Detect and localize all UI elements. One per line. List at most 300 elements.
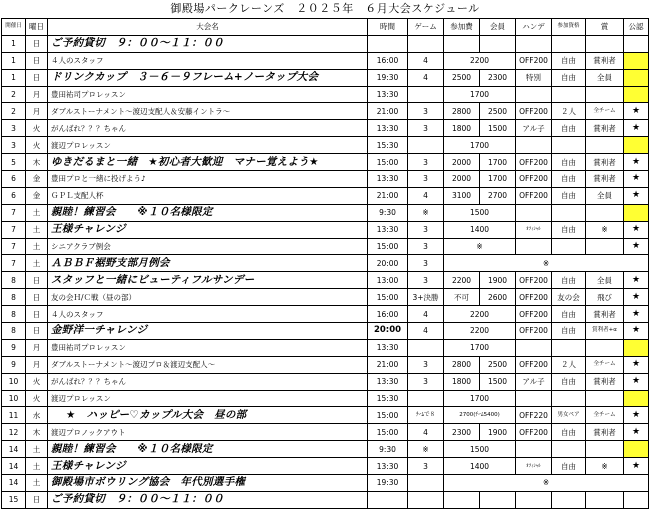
cell-games: 4 [408,187,444,204]
cell-hande [516,137,552,154]
header-dow: 曜日 [26,19,48,36]
cell-games: 3 [408,171,444,188]
cell-day: 8 [2,272,26,289]
cell-prize: ※ [586,458,624,475]
cell-qual [552,390,586,407]
table-row [2,407,649,424]
cell-day: 3 [2,120,26,137]
cell-day: 9 [2,339,26,356]
cell-day: 1 [2,69,26,86]
cell-qual [552,86,586,103]
cell-prize: 全チーム [586,103,624,120]
table-row [2,69,649,86]
cell-qual [552,35,586,52]
cell-fee: 3100 [444,187,480,204]
cell-time: 13:30 [368,339,408,356]
cell-name: 御殿場市ボウリング協会 年代別選手権 [48,475,368,492]
cell-name: 友の会Ｈ/Ｃ戦（昼の部） [48,289,368,306]
cell-qual: 自由 [552,323,586,340]
cell-hande [516,35,552,52]
cell-prize: 全員 [586,69,624,86]
cell-day: 6 [2,187,26,204]
table-row [2,204,649,221]
cell-koun [624,137,649,154]
cell-time: 21:00 [368,103,408,120]
cell-fee: 2200 [444,272,480,289]
schedule-table [1,18,649,509]
cell-qual: 自由 [552,458,586,475]
cell-name: ４人のスタッフ [48,52,368,69]
cell-name: がんばれ？？？ちゃん [48,373,368,390]
cell-dow: 日 [26,323,48,340]
cell-qual: 自由 [552,171,586,188]
table-row [2,35,649,52]
cell-dow: 火 [26,390,48,407]
table-row [2,424,649,441]
cell-fee [444,35,480,52]
cell-prize: 賞利者 [586,52,624,69]
cell-name: ダブルストーナメント～渡辺プロ＆渡辺支配人～ [48,356,368,373]
cell-games: 4 [408,69,444,86]
cell-prize: 賞利者 [586,154,624,171]
cell-hande: OFF200 [516,103,552,120]
table-row [2,306,649,323]
cell-dow: 土 [26,475,48,492]
cell-koun: ★ [624,238,649,255]
cell-time: 15:00 [368,154,408,171]
cell-koun [624,86,649,103]
cell-name: ドリンクカップ ３－６－９フレーム+ノータップ大会 [48,69,368,86]
cell-name: 豊田祐司プロレッスン [48,86,368,103]
cell-day: 1 [2,35,26,52]
cell-time: 9:30 [368,441,408,458]
header-time: 時間 [368,19,408,36]
cell-fee: 2200 [444,306,516,323]
cell-hande: アル子 [516,373,552,390]
cell-time: 9:30 [368,204,408,221]
cell-name: ご予約貸切 ９：００～１１：００ [48,491,368,508]
cell-fee: 2500 [444,69,480,86]
cell-day: 10 [2,390,26,407]
cell-name: 親睦！練習会 ※１０名様限定 [48,204,368,221]
cell-fee: ※ [444,238,516,255]
cell-prize: 賞利者 [586,120,624,137]
cell-hande: 特別 [516,69,552,86]
cell-time: 13:30 [368,373,408,390]
cell-dow: 金 [26,187,48,204]
cell-fee: 2200 [444,323,516,340]
cell-name: 渡辺プロノックアウト [48,424,368,441]
cell-fee: 2000 [444,154,480,171]
table-row [2,120,649,137]
cell-koun: ★ [624,289,649,306]
cell-day: 6 [2,171,26,188]
cell-time: 19:30 [368,69,408,86]
header-fee: 参加費 [444,19,480,36]
cell-koun: ★ [624,356,649,373]
cell-time [368,35,408,52]
cell-games: ※ [408,204,444,221]
cell-qual: 自由 [552,154,586,171]
cell-qual [552,339,586,356]
cell-hande: OFF200 [516,356,552,373]
table-row [2,221,649,238]
table-row [2,238,649,255]
cell-dow: 土 [26,255,48,272]
table-row [2,323,649,340]
cell-hande: OFF200 [516,424,552,441]
cell-time: 13:00 [368,272,408,289]
cell-qual: 自由 [552,221,586,238]
cell-qual [552,137,586,154]
cell-prize: 賞利者 [586,373,624,390]
cell-hande: OFF200 [516,171,552,188]
cell-name: がんばれ？？？ちゃん [48,120,368,137]
cell-time: 15:00 [368,289,408,306]
cell-qual: ２人 [552,103,586,120]
header-hande: ハンデ [516,19,552,36]
cell-dow: 日 [26,35,48,52]
cell-dow: 月 [26,103,48,120]
cell-games [408,35,444,52]
cell-dow: 土 [26,458,48,475]
cell-koun [624,390,649,407]
cell-games [408,475,444,492]
cell-prize: 飛び [586,289,624,306]
table-row [2,255,649,272]
cell-name: 渡辺プロレッスン [48,390,368,407]
cell-koun: ★ [624,154,649,171]
cell-hande: OFF200 [516,52,552,69]
cell-prize: 賞利者+α [586,323,624,340]
table-row [2,390,649,407]
cell-dow: 月 [26,339,48,356]
cell-hande [516,390,552,407]
cell-dow: 日 [26,306,48,323]
cell-dow: 日 [26,491,48,508]
cell-qual: 自由 [552,120,586,137]
cell-member: 1900 [480,424,516,441]
cell-dow: 土 [26,221,48,238]
cell-member: 2500 [480,356,516,373]
table-row [2,187,649,204]
cell-time: 13:30 [368,120,408,137]
cell-time: 15:00 [368,407,408,424]
cell-koun: ★ [624,221,649,238]
cell-games: 3 [408,120,444,137]
header-day: 開催日 [2,19,26,36]
table-row [2,458,649,475]
cell-hande: ｵﾌｨｼｬﾙ [516,458,552,475]
cell-name: 親睦！練習会 ※１０名様限定 [48,441,368,458]
cell-hande: アル子 [516,120,552,137]
cell-hande: OFF200 [516,272,552,289]
cell-time: 20:00 [368,323,408,340]
cell-hande [516,204,552,221]
cell-qual: 男女ペア [552,407,586,424]
cell-koun [624,52,649,69]
cell-qual: 自由 [552,272,586,289]
cell-hande [516,86,552,103]
cell-koun: ★ [624,187,649,204]
cell-koun [624,204,649,221]
cell-qual: 友の会 [552,289,586,306]
cell-games: 4 [408,424,444,441]
cell-prize: 全チーム [586,407,624,424]
cell-name: ＧＰＬ支配人杯 [48,187,368,204]
cell-hande [516,238,552,255]
cell-day: 7 [2,255,26,272]
cell-name: 王様チャレンジ [48,458,368,475]
cell-dow: 日 [26,272,48,289]
cell-fee: 2000 [444,171,480,188]
cell-day: 14 [2,458,26,475]
header-games: ゲーム [408,19,444,36]
cell-dow: 土 [26,238,48,255]
cell-games: 4 [408,306,444,323]
cell-name: 王様チャレンジ [48,221,368,238]
cell-games: 3 [408,154,444,171]
cell-fee: 2800 [444,103,480,120]
cell-hande [516,441,552,458]
cell-day: 14 [2,475,26,492]
cell-name: ★ ハッピー♡カップル大会 昼の部 [48,407,368,424]
table-row [2,289,649,306]
header-name: 大会名 [48,19,368,36]
cell-dow: 土 [26,441,48,458]
cell-prize: 全員 [586,187,624,204]
cell-day: 8 [2,306,26,323]
cell-day: 9 [2,356,26,373]
cell-day: 5 [2,154,26,171]
cell-prize: 全チーム [586,356,624,373]
cell-time: 15:30 [368,137,408,154]
cell-fee: 1700 [444,86,516,103]
cell-member: 2600 [480,289,516,306]
cell-fee: 1400 [444,221,516,238]
cell-fee: ※ [444,255,649,272]
cell-prize: 全員 [586,272,624,289]
cell-qual [552,238,586,255]
cell-day: 7 [2,204,26,221]
cell-fee: 1400 [444,458,516,475]
table-row [2,339,649,356]
cell-qual [552,204,586,221]
header-koun: 公認 [624,19,649,36]
cell-dow: 水 [26,407,48,424]
cell-qual: 自由 [552,187,586,204]
cell-qual: 自由 [552,373,586,390]
cell-day: 14 [2,441,26,458]
cell-dow: 月 [26,86,48,103]
cell-hande: OFF220 [516,407,552,424]
cell-prize: 賞利者 [586,171,624,188]
cell-qual: 自由 [552,69,586,86]
table-row [2,272,649,289]
cell-prize [586,390,624,407]
cell-games [408,137,444,154]
cell-name: シニアクラブ例会 [48,238,368,255]
cell-fee: 2300 [444,424,480,441]
cell-hande [516,339,552,356]
cell-name: 豊田祐司プロレッスン [48,339,368,356]
cell-day: 3 [2,137,26,154]
cell-name: ご予約貸切 ９：００～１１：００ [48,35,368,52]
header-member: 会員 [480,19,516,36]
cell-fee: ※ [444,475,649,492]
cell-fee: 1800 [444,120,480,137]
cell-name: 金野洋一チャレンジ [48,323,368,340]
cell-koun [624,35,649,52]
cell-fee: 1500 [444,441,516,458]
cell-hande: OFF200 [516,306,552,323]
cell-day: 8 [2,323,26,340]
cell-prize: ※ [586,221,624,238]
cell-koun: ★ [624,120,649,137]
cell-dow: 金 [26,171,48,188]
cell-day: 8 [2,289,26,306]
cell-games [408,339,444,356]
cell-dow: 月 [26,356,48,373]
cell-koun: ★ [624,323,649,340]
cell-prize [586,441,624,458]
cell-games: ﾁｰﾑで８ [408,407,444,424]
cell-day: 7 [2,238,26,255]
cell-member: 1900 [480,272,516,289]
cell-name: ＡＢＢＦ裾野支部月例会 [48,255,368,272]
header-prize: 賞 [586,19,624,36]
cell-fee: 1500 [444,204,516,221]
cell-time: 15:00 [368,238,408,255]
cell-games: 3 [408,272,444,289]
table-row [2,475,649,492]
cell-games: ※ [408,441,444,458]
cell-member: 1500 [480,373,516,390]
cell-hande: OFF200 [516,289,552,306]
cell-prize: 賞利者 [586,306,624,323]
cell-member [480,35,516,52]
cell-qual [552,441,586,458]
cell-time: 19:30 [368,475,408,492]
cell-games: 3 [408,238,444,255]
cell-dow: 火 [26,137,48,154]
cell-member: 1500 [480,120,516,137]
cell-games: 3 [408,221,444,238]
cell-time: 16:00 [368,52,408,69]
cell-prize [586,339,624,356]
cell-dow: 日 [26,52,48,69]
cell-hande: OFF200 [516,187,552,204]
cell-koun: ★ [624,407,649,424]
cell-dow: 火 [26,373,48,390]
cell-time: 21:00 [368,356,408,373]
table-row [2,441,649,458]
cell-dow: 土 [26,204,48,221]
table-row [2,137,649,154]
cell-games [408,86,444,103]
cell-time: 16:00 [368,306,408,323]
cell-prize [586,204,624,221]
cell-day: 7 [2,221,26,238]
cell-day: 2 [2,103,26,120]
cell-fee: 2700(ﾁｰﾑ5400) [444,407,516,424]
cell-koun [624,441,649,458]
cell-time: 13:30 [368,458,408,475]
cell-qual: ２人 [552,356,586,373]
table-row [2,86,649,103]
cell-name: 渡辺プロレッスン [48,137,368,154]
cell-fee: 2800 [444,356,480,373]
cell-koun: ★ [624,424,649,441]
cell-qual: 自由 [552,52,586,69]
cell-fee: 1700 [444,137,516,154]
schedule-title: 御殿場パークレーンズ ２０２５年 ６月大会スケジュール [170,2,480,15]
cell-koun: ★ [624,103,649,120]
cell-hande: OFF200 [516,323,552,340]
cell-day: 2 [2,86,26,103]
cell-games: 3 [408,458,444,475]
cell-member: 1700 [480,171,516,188]
table-row [2,52,649,69]
cell-name: ４人のスタッフ [48,306,368,323]
cell-name: ゆきだるまと一緒 ★初心者大歓迎 マナー覚えよう★ [48,154,368,171]
cell-games: 3 [408,356,444,373]
cell-games: 3+決勝 [408,289,444,306]
table-row [2,154,649,171]
cell-member: 2300 [480,69,516,86]
cell-koun [624,69,649,86]
cell-dow: 木 [26,154,48,171]
cell-koun: ★ [624,373,649,390]
cell-dow: 木 [26,424,48,441]
cell-dow: 日 [26,289,48,306]
cell-day: 15 [2,491,26,508]
cell-koun [624,339,649,356]
cell-qual: 自由 [552,306,586,323]
cell-prize [586,35,624,52]
cell-name: スタッフと一緒にビューティフルサンデー [48,272,368,289]
cell-prize [586,137,624,154]
cell-day: 12 [2,424,26,441]
cell-name: ダブルストーナメント～渡辺支配人＆安藤イントラ～ [48,103,368,120]
cell-games: 3 [408,255,444,272]
cell-dow: 火 [26,120,48,137]
cell-prize [586,86,624,103]
cell-koun: ★ [624,458,649,475]
table-row [2,356,649,373]
cell-member: 2700 [480,187,516,204]
cell-games: 4 [408,323,444,340]
cell-games: 4 [408,52,444,69]
cell-member: 1700 [480,154,516,171]
table-row [2,171,649,188]
cell-day: 1 [2,52,26,69]
cell-day: 10 [2,373,26,390]
cell-koun: ★ [624,272,649,289]
cell-time: 13:30 [368,221,408,238]
cell-dow: 日 [26,69,48,86]
cell-time: 21:00 [368,187,408,204]
table-row [2,373,649,390]
cell-koun: ★ [624,306,649,323]
cell-fee: 1800 [444,373,480,390]
cell-games: 3 [408,103,444,120]
cell-member: 2500 [480,103,516,120]
cell-prize: 賞利者 [586,424,624,441]
cell-fee: 1700 [444,390,516,407]
cell-time: 20:00 [368,255,408,272]
cell-games: 3 [408,373,444,390]
